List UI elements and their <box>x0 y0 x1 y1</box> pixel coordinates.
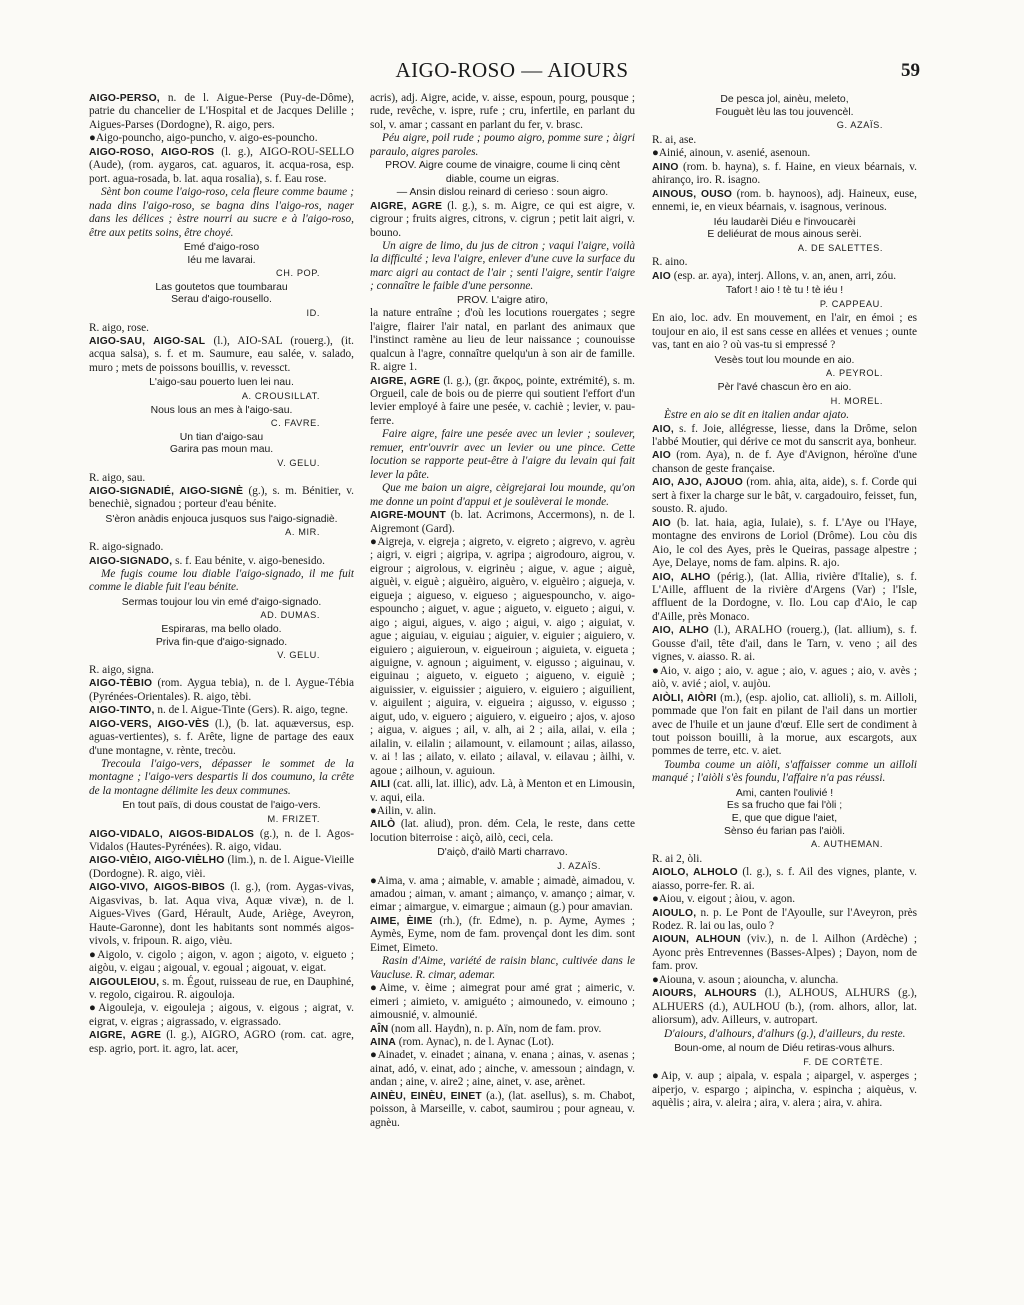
entry-definition: (rh.), (fr. Edme), n. p. Ayme, Aymes ; Aymès, Eyme, nom de fam. provençal dont les dim. sont Eimet, Eimeto. <box>370 914 635 954</box>
entry-headword: AIO, ALHO <box>652 625 709 637</box>
dictionary-entry <box>370 92 635 132</box>
citation-quote <box>89 624 354 662</box>
entry-headword: AIGRE, AGRE <box>370 375 441 387</box>
usage-example: Èstre en aio se dit en italien andar ajato. <box>664 409 850 422</box>
entry-headword: AIGRE-MOUNT <box>370 510 446 522</box>
citation-quote <box>652 285 917 310</box>
citation-line: D'aiçò, d'ailò Marti charravo. <box>437 847 568 859</box>
dictionary-entry <box>370 982 635 1022</box>
usage-example: Un aigre de limo, du jus de citron ; vaqui l'aigre, voilà la difficulté ; leva l'aigre, enlever d'une cuve la surface du marc aigri au contact de l'air ; senti l'aigre, sentir l'aigre ; connaître le faible d'une personne. <box>370 239 635 293</box>
entry-headword: AIGRE, AGRE <box>370 200 443 212</box>
entry-definition: (cat. alli, lat. illic), adv. Là, à Menton et en Limousin, v. aqui, eila. <box>370 778 635 804</box>
entry-definition: ●Aiou, v. eigout ; àiou, v. agon. <box>652 893 796 906</box>
entry-definition: (esp. ar. aya), interj. Allons, v. an, anen, arri, zóu. <box>670 269 897 282</box>
citation-author: CH. POP. <box>276 268 320 279</box>
citation-author: ID. <box>306 307 320 318</box>
entry-headword: AIGRE, AGRE <box>89 1030 162 1042</box>
dictionary-entry <box>89 1029 354 1056</box>
entry-definition: (périg.), (lat. Allia, rivière d'Italie), s. f. L'Aille, affluent de la rivière d'Argens (Var) ; l'Isle, affluent de la Dordogne, v. Ilo. Lou cap d'Aio, le cap d'Aille, près Monaco. <box>652 570 917 623</box>
entry-definition: (b. lat. Acrimons, Accermons), n. de l. Aigremont (Gard). <box>370 509 635 535</box>
citation-quote <box>89 282 354 320</box>
dictionary-entry <box>652 188 917 215</box>
entry-definition: la nature entraîne ; d'où les locutions rouergates ; segre l'aigre, flairer l'air natal, en parlant des animaux que l'instinct ramène au lieu de leur naissance ; counouisse qualcun à l'agre, connaître quelqu'un à son air de famille. R. aigre 1. <box>370 307 635 374</box>
dictionary-entry <box>652 312 917 352</box>
usage-example: Me fugis coume lou diable l'aigo-signado, il me fuit comme le diable fuit l'eau bénite. <box>89 567 354 594</box>
dictionary-entry <box>89 718 354 758</box>
dictionary-entry <box>652 147 917 160</box>
entry-headword: AÎN <box>370 1023 389 1035</box>
entry-definition: ●Aima, v. ama ; aimable, v. amable ; aimadè, aimadou, v. amadou ; aiman, v. amant ; aimanço, v. amanço ; aimar, v. eimar ; aimargue, v. eimargue ; aimaun (g.) pour amavian. <box>370 874 635 914</box>
dictionary-entry <box>89 335 354 375</box>
entry-headword: AIOULO, <box>652 907 697 919</box>
dictionary-entry <box>652 624 917 664</box>
usage-example: Péu aigre, poil rude ; poumo aigro, pomme sure ; àigri paraulo, aigres paroles. <box>370 132 635 158</box>
entry-headword: AIO <box>652 517 671 529</box>
etymology-reference: R. ai 2, òli. <box>652 852 703 865</box>
running-head-title: AIGO-ROSO — AIOURS <box>395 58 629 82</box>
entry-definition: s. f. Joie, allégresse, liesse, dans la Drôme, selon l'abbé Moutier, qui dérive ce mot du sanscrit aya, bonheur. <box>652 422 917 449</box>
entry-definition: (l. g.), AIGO-ROU-SELLO (Aude), (rom. aygaros, cat. aguaros, it. acqua-rosa, esp. port. agua-rosada, b. lat. aqua rosalia), s. f. Eau rose. <box>89 145 354 185</box>
citation-quote <box>89 514 354 539</box>
dictionary-entry <box>652 933 917 973</box>
dictionary-entry <box>89 132 354 145</box>
citation-line: Las goutetos que toumbarau <box>155 281 288 293</box>
citation-quote <box>652 217 917 255</box>
citation-author: AD. DUMAS. <box>260 610 320 621</box>
entry-definition: ●Ainié, ainoun, v. asenié, asenoun. <box>652 147 811 160</box>
dictionary-entry <box>370 509 635 536</box>
entry-headword: AIOURS, ALHOURS <box>652 988 757 1000</box>
proverb-line: PROV. Aigre coume de vinaigre, coume li cinq cènt diable, coume un eigras. <box>385 160 620 185</box>
proverb-line: PROV. L'aigre atiro, <box>456 294 549 306</box>
entry-headword: AIME, ÈIME <box>370 915 433 927</box>
citation-line: E deliéurat de mous ainous serèi. <box>707 229 862 241</box>
dictionary-entry <box>370 818 635 845</box>
citation-line: Pèr l'avé chascun èro en aio. <box>717 381 852 393</box>
citation-author: A. MIR. <box>285 527 320 538</box>
usage-example: Que me baion un aigre, cèigrejarai lou mounde, qu'on me donne un point d'appui et je soulèverai le monde. <box>370 482 635 508</box>
entry-headword: AINÈU, EINÈU, EINET <box>370 1090 482 1102</box>
citation-line: Nous lous an mes à l'aigo-sau. <box>150 404 293 416</box>
citation-author: H. MOREL. <box>830 395 883 406</box>
dictionary-entry <box>89 1002 354 1029</box>
entry-definition: ●Aio, v. aigo ; aio, v. ague ; aio, v. agues ; aio, v. avès ; aiò, v. avié ; aiol, v. aujòu. <box>652 664 917 691</box>
citation-author: A. CROUSILLAT. <box>241 390 320 401</box>
citation-line: Serau d'aigo-rousello. <box>171 294 272 306</box>
entry-definition: ●Aigreja, v. eigreja ; aigreto, v. eigreto ; aigrevo, v. agrèu ; aigri, v. eigri ; aigripa, v. agripa ; aigrodouro, aigrou, v. eigrour ; aigrolous, v. eigrinèu ; aigue, v. ague ; aiguè, aiguèi, v. eiguè ; aiguèiro, aiguèro, v. eiguèiro ; aigueja, v. eigueja ; aigueso, v. eigueso ; aiguespouncho, v. aigo-espouncho ; aiguet, v. ague ; aigueto, v. eigueto ; aigui, v. aigo ; aigui, aigues, v. aigo ; aigui, v. aigo ; aiguiat, v. ague ; aiguiau, v. eiguiau ; aiguier, v. eiguier ; aiguiero, v. eiguiero ; aiguieroun, v. eigueiroun ; aiguieta, v. eigueta ; aiguigne, v. agnoun ; aiguiment, v. eigusso ; aiguinau, v. eiguinau ; aigueto, v. eigueto ; aigueno, v. eiguiè ; aiguissier, v. eiguissier ; aiguiero, v. eiguiero ; aiguilient, v. aiguilent ; aiguira, v. eigueira ; aigusso, v. eigusso ; aigut, udo, v. eiguero ; aiguiero, v. eigueiro ; ajos, v. ajoso ; aigua, v. aigues ; ail, v. alh, ai 2 ; aila, ailai, v. eila ; ailalin, v. eilalin ; ailamount, v. eilamount ; ailas, ailasso, v. ai ! las ; ailato, v. eilato ; ailaval, v. eilavau ; àilhi, v. agoue ; ailhoun, v. aguioun. <box>370 535 635 777</box>
citation-line: Boun-ome, al noum de Diéu retiras-vous alhurs. <box>674 1043 895 1055</box>
citation-author: C. FAVRE. <box>270 418 320 429</box>
dictionary-entry <box>370 536 635 778</box>
entry-definition: En aio, loc. adv. En mouvement, en l'air, en émoi ; es toujour en aio, il est sans cesse en allées et venues ; ounte vas, tant en aio ? où vas-tu si empressé ? <box>652 312 917 352</box>
citation-quote <box>89 432 354 470</box>
dictionary-entry <box>89 881 354 948</box>
entry-definition: (l. g.), AIGRO, AGRO (rom. cat. agre, esp. agrio, port. it. agro, lat. acer, <box>89 1029 354 1055</box>
citation-quote <box>370 847 635 872</box>
entry-definition: (rom. ahia, aita, aide), s. f. Corde qui sert à fixer la charge sur le bât, v. cargadouiro, feisset, fun, sousto. R. ajudo. <box>652 476 917 516</box>
entry-definition: ●Aip, v. aup ; aipala, v. espala ; aipargel, v. asperges ; aiperjo, v. espargo ; aipincha, v. espincha ; aiquèus, v. aquèlis ; aira, v. aleira ; aira, v. alera ; aira, v. ahira. <box>652 1070 917 1110</box>
citation-quote <box>652 355 917 380</box>
entry-headword: AIO, ALHO <box>652 571 711 583</box>
dictionary-entry <box>89 854 354 881</box>
dictionary-entry <box>89 704 354 717</box>
dictionary-entry <box>89 828 354 855</box>
citation-line: Vesès tout lou mounde en aio. <box>714 354 855 366</box>
dictionary-entry <box>89 485 354 512</box>
entry-headword: AIGO-ROSO, AIGO-ROS <box>89 146 215 158</box>
entry-headword: AIGO-TINTO, <box>89 705 155 717</box>
entry-definition: (l.), ARALHO (rouerg.), (lat. allium), s. f. Gousse d'ail, tête d'ail, dans le Tarn, v. veno ; ail des vignes, v. aiasso. R. ai. <box>652 624 917 664</box>
entry-definition: (nom all. Haydn), n. p. Aïn, nom de fam. prov. <box>388 1022 602 1035</box>
citation-line: Es sa frucho que fai l'òli ; <box>726 800 843 812</box>
citation-author: F. DE CORTÈTE. <box>803 1056 883 1067</box>
dictionary-entry <box>89 677 354 704</box>
entry-definition: (l.), AIO-SAL (rouerg.), (it. acqua salsa), s. f. et m. Saumure, eau salée, v. salado, muro ; mets de poissons bouillis, v. revessct. <box>89 335 354 374</box>
dictionary-entry <box>652 571 917 625</box>
dictionary-entry <box>370 875 635 915</box>
entry-definition: (rom. b. haynoos), adj. Haineux, euse, ennemi, ie, en vieux béarnais, v. isagnous, verinous. <box>652 187 917 214</box>
entry-headword: AIGO-SIGNADIÉ, AIGO-SIGNÈ <box>89 485 244 497</box>
dictionary-entry <box>652 476 917 516</box>
entry-headword: AINOUS, OUSO <box>652 188 733 200</box>
entry-headword: AIO <box>652 450 671 462</box>
entry-headword: AIOLO, ALHOLO <box>652 867 738 879</box>
entry-definition: (l. g.), (rom. Aygas-vivas, Aigasvivas, b. lat. Aqua viva, Aquæ vivæ), n. de l. Aigues-Vives (Gard, Hérault, Aude, Ariège, Aveyron, Haute-Garonne), dont les habitants sont nommés aigos-vivols, v. fripoun. R. aigo, vièu. <box>89 881 354 948</box>
citation-line: Priva fin-que d'aigo-signado. <box>155 636 288 648</box>
dictionary-entry <box>370 307 635 374</box>
entry-definition: ●Aime, v. èime ; aimegrat pour amé grat ; aimeric, v. eimeri ; aimieto, v. amiguéto ; aimounedo, v. eimouno ; aimousnié, v. almounié. <box>370 982 635 1022</box>
etymology-reference: R. ai, ase. <box>652 133 697 146</box>
citation-quote <box>89 597 354 622</box>
entry-definition: (l.), ALHOUS, ALHURS (g.), ALHUERS (d.), AULHOU (b.), (rom. alhors, allor, lat. aliorsum), adv. Ailleurs, v. autropart. <box>652 987 917 1027</box>
dictionary-entry <box>89 555 354 568</box>
citation-line: Emé d'aigo-roso <box>183 241 260 253</box>
dictionary-entry <box>370 1036 635 1049</box>
dictionary-entry <box>89 949 354 976</box>
citation-line: Un tian d'aigo-sau <box>179 431 264 443</box>
entry-headword: AILÒ <box>370 819 396 831</box>
entry-definition: (rom. Aya), n. de f. Aye d'Avignon, héroïne d'une chanson de geste française. <box>652 449 917 475</box>
usage-example: D'aiours, d'alhours, d'alhurs (g.), d'ailleurs, du reste. <box>664 1027 906 1040</box>
dictionary-entry <box>652 907 917 934</box>
proverb-line: — Ansin dislou reinard di cerieso : soun aigro. <box>396 187 609 199</box>
entry-headword: AIGO-VIDALO, AIGOS-BIDALOS <box>89 828 255 840</box>
entry-definition: (l. g.), s. f. Ail des vignes, plante, v. aiasso, porre-fer. R. ai. <box>652 866 917 892</box>
entry-headword: AIGOULEIOU, <box>89 976 160 988</box>
dictionary-entry <box>652 517 917 571</box>
citation-author: J. AZAÏS. <box>557 860 601 871</box>
entry-headword: AIGO-TÈBIO <box>89 678 153 690</box>
entry-headword: AINA <box>370 1037 396 1048</box>
dictionary-entry <box>652 270 917 283</box>
citation-line: Tafort ! aio ! tè tu ! tè iéu ! <box>725 285 844 297</box>
entry-definition: acris), adj. Aigre, acide, v. aisse, espoun, pourg, pousque ; rude, revêche, v. ispre, rufe ; cru, infertile, en parlant du sol, v. amar ; cassant en parlant du fer, v. brasc. <box>370 92 635 131</box>
column-middle <box>370 92 635 1292</box>
citation-author: V. GELU. <box>277 457 320 468</box>
entry-definition: (m.), (esp. ajolio, cat. allioli), s. m. Ailloli, pommade que l'on fait en pilant de l'ail dans un mortier avec de l'huile et un jaune d'œuf. Elle sert de condiment à tout poisson bouilli, à la morue, aux escargots, aux pommes de terre, etc. v. aiet. <box>652 691 917 758</box>
etymology-reference: R. aigo, rose. <box>89 321 149 334</box>
column-right <box>652 92 917 1292</box>
citation-quote <box>89 242 354 280</box>
citation-quote <box>89 800 354 825</box>
entry-definition: s. m. Égout, ruisseau de rue, en Dauphiné, v. regolo, cigairou. R. aigouloja. <box>89 975 354 1001</box>
citation-author: G. AZAÏS. <box>836 120 883 131</box>
citation-line: Espiraras, ma bello olado. <box>161 624 282 636</box>
citation-line: Ami, canten l'oulivié ! <box>735 787 834 799</box>
entry-definition: (l.), (b. lat. aquæversus, esp. aguas-vertientes), s. f. Arête, ligne de partage des eaux d'une montagne, v. rènte, trecòu. <box>89 717 354 757</box>
column-left <box>89 92 354 1292</box>
entry-headword: AINO <box>652 161 679 173</box>
entry-definition: n. p. Le Pont de l'Ayoulle, sur l'Aveyron, près Rodez. R. lai ou las, oulo ? <box>652 906 917 933</box>
etymology-reference: R. aigo-signado. <box>89 541 164 554</box>
entry-definition: n. de l. Aigue-Perse (Puy-de-Dôme), patrie du chancelier de L'Hospital et de Jacques Delille ; Aigues-Parses (Dordogne), R. aigo, pers. <box>89 92 354 131</box>
entry-headword: AIGO-VIVO, AIGOS-BIBOS <box>89 882 225 894</box>
entry-definition: ●Ailin, v. alin. <box>370 805 437 818</box>
citation-line: Sènso éu farian pas l'aiòli. <box>724 825 845 837</box>
entry-headword: AIO <box>652 270 671 282</box>
citation-line: Iéu laudarèi Diéu e l'invoucarèi <box>713 216 856 228</box>
dictionary-entry <box>370 778 635 805</box>
citation-author: M. FRIZET. <box>267 813 320 824</box>
citation-quote <box>89 377 354 402</box>
entry-definition: (l. g.), s. m. Aigre, ce qui est aigre, v. cigrour ; fruits aigres, citrons, v. cigrun ; petit lait aigri, v. bouno. <box>370 199 635 239</box>
citation-line: S'èron anàdis enjouca jusquos sus l'aigo-signadiè. <box>105 513 338 525</box>
entry-definition: s. f. Eau bénite, v. aigo-benesido. <box>172 554 325 567</box>
dictionary-entry <box>370 1023 635 1036</box>
entry-definition: ●Aigo-pouncho, aigo-puncho, v. aigo-es-pouncho. <box>89 132 318 145</box>
citation-quote <box>652 788 917 851</box>
citation-quote <box>652 1043 917 1068</box>
entry-definition: n. de l. Aigue-Tinte (Gers). R. aigo, tegne. <box>154 704 348 717</box>
usage-example: Toumba coume un aiòli, s'affaisser comme un ailloli manqué ; l'aiòli s'ès foundu, l'affaire n'a pas réussi. <box>652 758 917 785</box>
citation-line: L'aigo-sau pouerto luen lei nau. <box>149 377 294 389</box>
dictionary-entry <box>370 1049 635 1089</box>
entry-definition: (b. lat. haia, agia, Iulaie), s. f. L'Aye ou l'Haye, montagne des environs de Loriol (Drôme). Lou còu dis Aio, le col des Ayes, près le Queiras, passage alpestre ; Aye, Delaye, noms de fam. alpins. R. ajo. <box>652 516 917 570</box>
citation-quote <box>652 382 917 407</box>
usage-example: Rasin d'Aime, variété de raisin blanc, cultivée dans le Vaucluse. R. cimar, ademar. <box>370 955 635 981</box>
citation-line: En tout païs, di dous coustat de l'aigo-vers. <box>122 800 321 812</box>
dictionary-entry <box>652 987 917 1027</box>
citation-line: Sermas toujour lou vin emé d'aigo-signado. <box>121 596 322 608</box>
dictionary-entry <box>652 974 917 987</box>
dictionary-entry <box>652 893 917 906</box>
entry-headword: AIGO-SIGNADO, <box>89 555 173 567</box>
entry-headword: AIÒLI, AIÒRI <box>652 692 717 704</box>
page-number: 59 <box>901 60 920 81</box>
entry-definition: ●Aiouna, v. asoun ; aiouncha, v. aluncha. <box>652 973 839 986</box>
entry-definition: (rom. b. hayna), s. f. Haine, en vieux béarnais, v. ahiranço, iro. R. isagno. <box>652 160 917 187</box>
entry-headword: AIGO-VIÈIO, AIGO-VIÈLHO <box>89 855 225 867</box>
dictionary-entry <box>370 915 635 955</box>
dictionary-entry <box>89 92 354 132</box>
citation-author: A. AUTHEMAN. <box>810 839 883 850</box>
etymology-reference: R. aigo, signa. <box>89 663 154 676</box>
entry-headword: AIGO-SAU, AIGO-SAL <box>89 336 206 347</box>
entry-headword: AIGO-VERS, AIGO-VÈS <box>89 718 210 730</box>
dictionary-entry <box>370 805 635 818</box>
entry-definition: (lat. aliud), pron. dém. Cela, le reste, dans cette locution biterroise : aiçò, ailò, ceci, cela. <box>370 818 635 844</box>
entry-definition: (rom. Aynac), n. de l. Aynac (Lot). <box>395 1036 554 1048</box>
dictionary-entry <box>652 866 917 893</box>
dictionary-entry <box>370 375 635 429</box>
usage-example: Trecoula l'aigo-vers, dépasser le sommet de la montagne ; l'aigo-vers despartis li dos coumuno, la crête de la montagne délimite les deux communes. <box>89 758 354 797</box>
entry-headword: AIO, <box>652 423 674 435</box>
dictionary-entry <box>652 423 917 450</box>
dictionary-entry <box>652 692 917 759</box>
entry-headword: AIO, AJO, AJOUO <box>652 477 743 489</box>
citation-line: Garira pas moun mau. <box>169 444 274 456</box>
entry-definition: (g.), n. de l. Agos-Vidalos (Hautes-Pyrénées). R. aigo, vidau. <box>89 827 354 854</box>
entry-headword: AILI <box>370 779 391 791</box>
entry-definition: (g.), s. m. Bénitier, v. benechiè, signadou ; porteur d'eau bénite. <box>89 484 354 511</box>
dictionary-entry <box>370 1090 635 1130</box>
running-head <box>0 58 1024 86</box>
entry-definition: ●Aigolo, v. cigolo ; aigon, v. agon ; aigoto, v. eigueto ; aigòu, v. eigau ; aigoual, v. egoual ; aigouat, v. eigat. <box>89 948 354 975</box>
dictionary-entry <box>652 665 917 692</box>
citation-author: A. PEYROL. <box>825 368 883 379</box>
usage-example: Sènt bon coume l'aigo-roso, cela fleure comme baume ; nada dins l'aigo-roso, se bagna dins l'aigo-ros, nager dans les délices ; èstre nourri au sucre e à l'aigo-roso, être aux petits soins, être choyé. <box>89 186 354 239</box>
entry-headword: AIGO-PERSO, <box>89 93 160 104</box>
etymology-reference: R. aino. <box>652 256 688 269</box>
citation-line: De pesca jol, ainèu, meleto, <box>720 94 849 105</box>
entry-definition: (viv.), n. de l. Ailhon (Ardèche) ; Ayonc près Entrevennes (Basses-Alpes) ; Dayon, nom de fam. prov. <box>652 933 917 973</box>
dictionary-entry <box>89 976 354 1003</box>
entry-headword: AIOUN, ALHOUN <box>652 934 741 946</box>
citation-author: P. CAPPEAU. <box>819 298 883 309</box>
citation-line: Fouguèt lèu las tou jouvencèl. <box>715 106 854 118</box>
dictionary-entry <box>370 200 635 240</box>
citation-quote <box>652 94 917 132</box>
dictionary-entry <box>652 449 917 476</box>
etymology-reference: R. aigo, sau. <box>89 471 146 484</box>
entry-definition: ●Aigouleja, v. eigouleja ; aigous, v. eigous ; aigrat, v. eigrat, v. eigras ; aigrassado, v. eigrassado. <box>89 1002 354 1028</box>
dictionary-entry <box>89 146 354 186</box>
entry-definition: (lim.), n. de l. Aigue-Vieille (Dordogne). R. aigo, vièi. <box>89 854 354 880</box>
citation-author: V. GELU. <box>277 650 320 661</box>
usage-example: Faire aigre, faire une pesée avec un levier ; soulever, remuer, entr'ouvrir avec un levier ou une pince. Cette locution se rapporte peut-être à l'aigre du levain qui fait lever la pâte. <box>370 428 635 481</box>
citation-line: Iéu me lavarai. <box>187 254 256 266</box>
citation-line: E, que que digue l'aiet, <box>731 812 838 824</box>
entry-definition: (a.), (lat. asellus), s. m. Chabot, poisson, à Marseille, v. cabot, saumirou ; pour agneau, v. agnèu. <box>370 1089 635 1129</box>
dictionary-entry <box>652 161 917 188</box>
citation-quote <box>89 405 354 430</box>
dictionary-entry <box>652 1070 917 1110</box>
entry-definition: ●Ainadet, v. einadet ; ainana, v. enana ; ainas, v. asenas ; ainat, adó, v. einat, ado ; ainche, v. amessoun ; aindagn, v. andan ; aine, v. aire2 ; aine, ainet, v. ase, arènet. <box>370 1049 635 1089</box>
entry-definition: (rom. Aygua tebia), n. de l. Aygue-Tébia (Pyrénées-Orientales). R. aigo, tèbi. <box>89 677 354 703</box>
citation-author: A. DE SALETTES. <box>797 242 883 253</box>
entry-definition: (l. g.), (gr. ἄκρος, pointe, extrémité), s. m. Orgueil, cale de bois ou de pierre qui soutient l'effort d'un levier employé à faire une pesée, v. cachiè ; levier, v. pau-ferre. <box>370 374 635 427</box>
